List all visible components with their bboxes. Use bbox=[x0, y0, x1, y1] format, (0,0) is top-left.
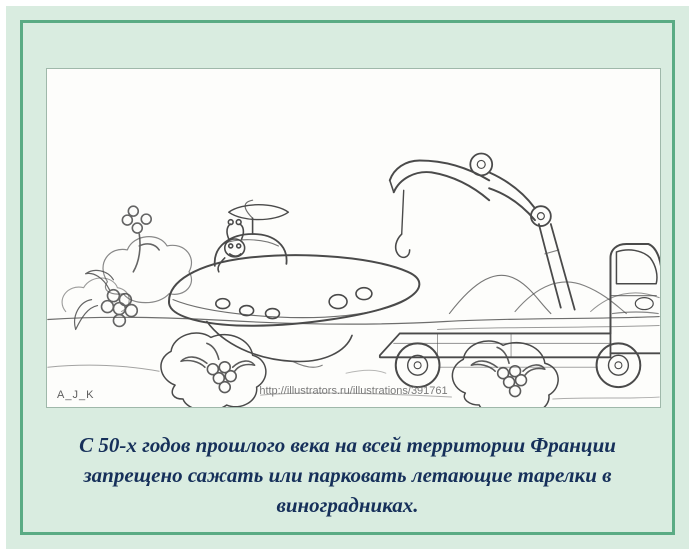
caption-line-3: виноградниках. bbox=[276, 492, 419, 517]
caption-text bbox=[36, 431, 659, 520]
illustration-drawing bbox=[47, 69, 660, 407]
caption-line-1: С 50-х годов прошлого века на всей территории Франции bbox=[79, 433, 616, 457]
artist-signature: A_J_K bbox=[57, 389, 95, 401]
illustration-panel bbox=[46, 68, 661, 408]
source-watermark: http://illustrators.ru/illustrations/391761 bbox=[259, 385, 448, 397]
caption-line-2: запрещено сажать или парковать летающие тарелки в bbox=[83, 462, 612, 487]
